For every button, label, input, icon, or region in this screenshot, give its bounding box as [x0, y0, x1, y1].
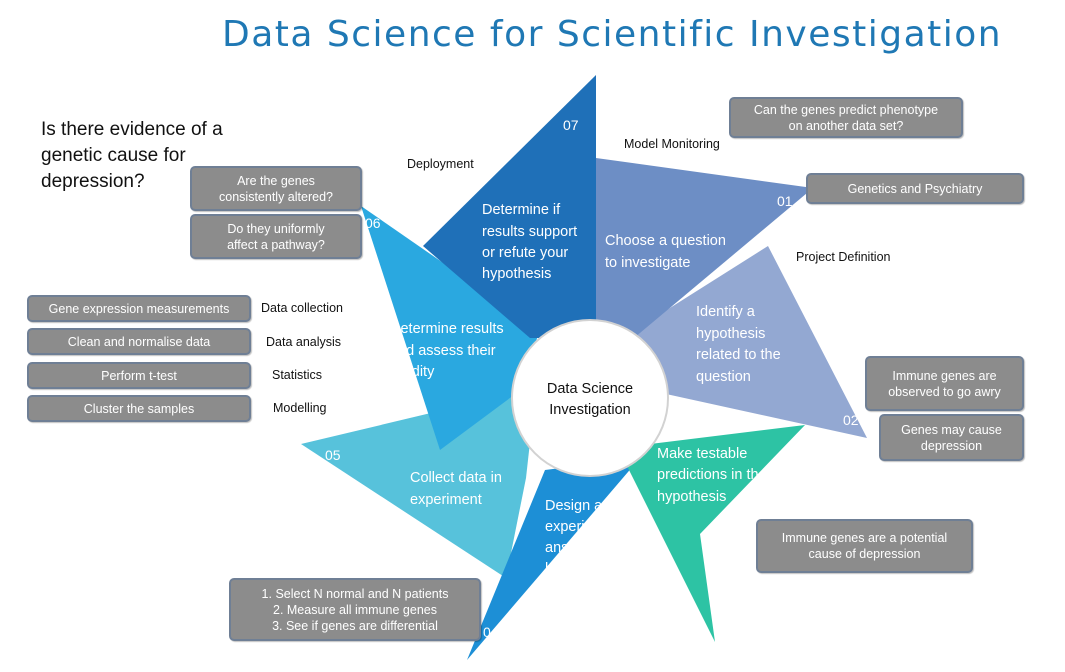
callout-gene-expression: Gene expression measurements: [27, 295, 251, 322]
step-03-text: Make testable predictions in the hypothesis: [657, 446, 767, 505]
center-circle: [512, 320, 668, 476]
pipeline-label-data-collection: Data collection: [261, 301, 343, 315]
research-question: Is there evidence of a genetic cause for depression?: [41, 119, 223, 192]
step-05-text: Collect data in experiment: [410, 470, 502, 508]
step-07-number: 07: [563, 117, 579, 133]
step-03-number: 03: [719, 608, 735, 624]
center-text-line1: Data Science: [546, 381, 634, 397]
stage-label-model-monitoring: Model Monitoring: [624, 137, 720, 151]
callout-uniformly-affect: Do they uniformly affect a pathway?: [190, 214, 362, 259]
step-04-text: Design an experiment to answer hypothesis question: [545, 498, 633, 599]
callout-clean-normalise: Clean and normalise data: [27, 328, 251, 355]
callout-immune-potential: Immune genes are a potential cause of depression: [756, 519, 973, 573]
callout-immune-awry: Immune genes are observed to go awry: [865, 356, 1024, 411]
step-06-number: 06: [365, 215, 381, 231]
callout-genes-cause: Genes may cause depression: [879, 414, 1024, 461]
callout-protocol: 1. Select N normal and N patients 2. Measure all immune genes 3. See if genes are differential: [229, 578, 481, 641]
stage-label-deployment: Deployment: [407, 157, 474, 171]
step-07-text: Determine if results support or refute your hypothesis: [482, 202, 578, 282]
callout-predict-phenotype: Can the genes predict phenotype on another data set?: [729, 97, 963, 138]
step-01-text: Choose a question to investigate: [605, 233, 726, 271]
stage-label-project-definition: Project Definition: [796, 250, 891, 264]
callout-genetics-psychiatry: Genetics and Psychiatry: [806, 173, 1024, 204]
step-01-number: 01: [777, 193, 793, 209]
callout-consistently-altered: Are the genes consistently altered?: [190, 166, 362, 211]
step-02-text: Identify a hypothesis related to the question: [696, 304, 781, 385]
center-text-line2: Investigation: [549, 402, 631, 418]
callout-cluster-samples: Cluster the samples: [27, 395, 251, 422]
page-title: Data Science for Scientific Investigation: [222, 14, 1003, 55]
step-02-number: 02: [843, 412, 859, 428]
callout-t-test: Perform t-test: [27, 362, 251, 389]
pipeline-label-modelling: Modelling: [273, 401, 327, 415]
pipeline-label-statistics: Statistics: [272, 368, 323, 382]
step-04-number: 04: [483, 624, 499, 640]
step-05-number: 05: [325, 447, 341, 463]
pipeline-label-data-analysis: Data analysis: [266, 335, 342, 349]
step-06-text: Determine results and assess their validity: [390, 321, 504, 380]
